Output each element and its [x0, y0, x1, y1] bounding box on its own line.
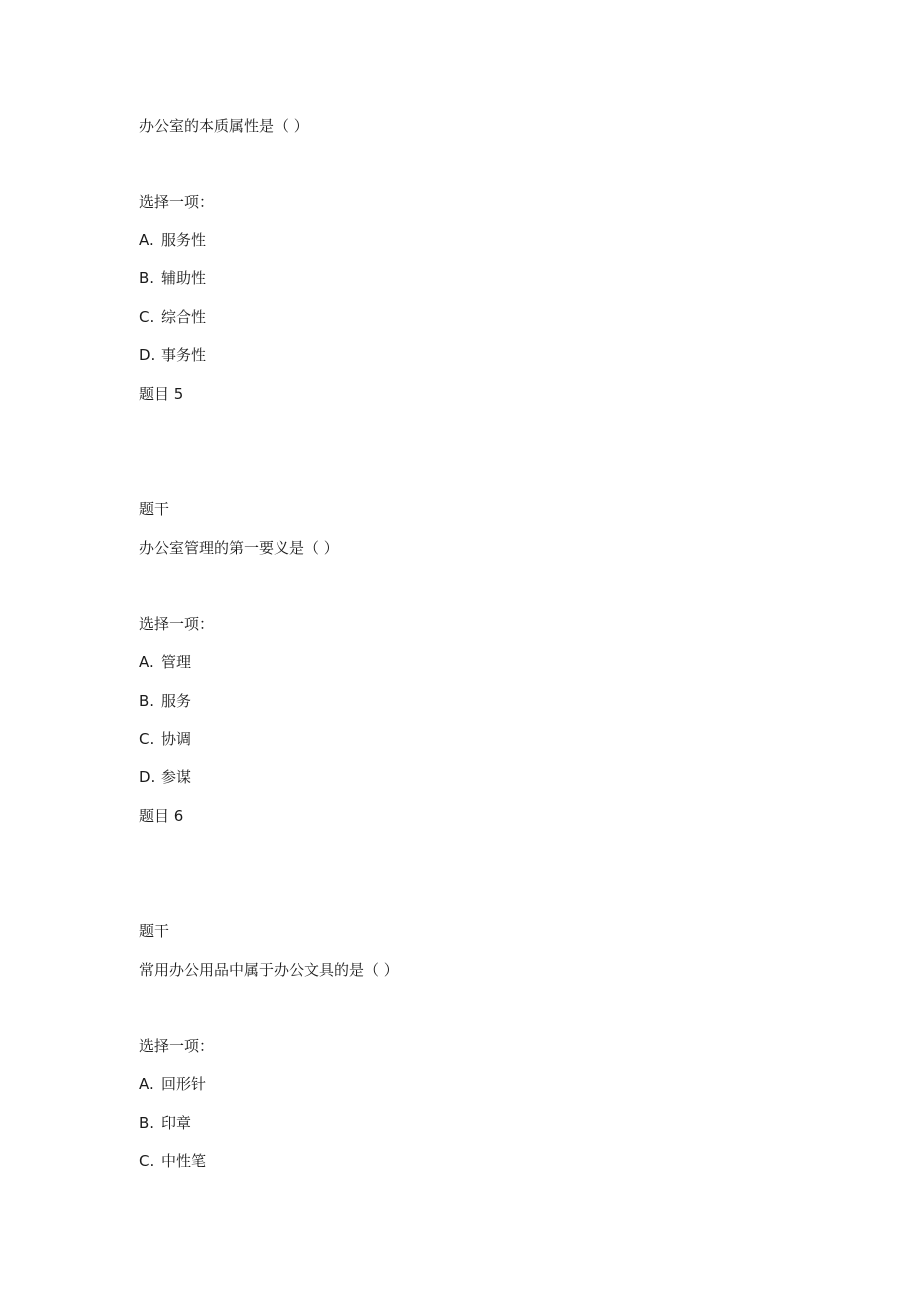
option-a	[139, 1074, 206, 1094]
option-d	[139, 345, 206, 365]
choice-prompt: 选择一项：	[139, 193, 215, 211]
option-text: 管理	[161, 653, 192, 671]
choice-prompt: 选择一项：	[139, 615, 215, 633]
option-c	[139, 729, 191, 749]
option-d	[139, 767, 191, 787]
option-letter: A.	[139, 653, 154, 671]
option-letter: B.	[139, 1114, 155, 1132]
option-text: 协调	[161, 730, 192, 748]
option-text: 回形针	[161, 1075, 207, 1093]
option-letter: B.	[139, 269, 155, 287]
option-letter: C.	[139, 1152, 155, 1170]
option-text: 服务性	[161, 231, 207, 249]
option-text: 服务	[161, 692, 192, 710]
option-b	[139, 691, 191, 711]
option-a	[139, 652, 191, 672]
option-letter: C.	[139, 730, 155, 748]
option-text: 辅助性	[161, 269, 207, 287]
option-text: 印章	[161, 1114, 192, 1132]
question-text: 办公室管理的第一要义是（ ）	[139, 539, 339, 557]
option-letter: D.	[139, 768, 156, 786]
question-text: 办公室的本质属性是（ ）	[139, 117, 309, 135]
option-letter: B.	[139, 692, 155, 710]
option-text: 参谋	[161, 768, 192, 786]
option-b	[139, 268, 206, 288]
option-c	[139, 1151, 206, 1171]
option-letter: A.	[139, 231, 154, 249]
option-letter: C.	[139, 308, 155, 326]
stem-label: 题干	[139, 500, 170, 518]
option-text: 综合性	[161, 308, 207, 326]
option-text: 中性笔	[161, 1152, 207, 1170]
choice-prompt: 选择一项：	[139, 1037, 215, 1055]
option-b	[139, 1113, 191, 1133]
option-letter: D.	[139, 346, 156, 364]
question-number: 题目 5	[139, 385, 184, 403]
stem-label: 题干	[139, 922, 170, 940]
option-c	[139, 307, 206, 327]
question-text: 常用办公用品中属于办公文具的是（ ）	[139, 961, 399, 979]
option-letter: A.	[139, 1075, 154, 1093]
option-text: 事务性	[161, 346, 207, 364]
option-a	[139, 230, 206, 250]
question-number: 题目 6	[139, 807, 184, 825]
